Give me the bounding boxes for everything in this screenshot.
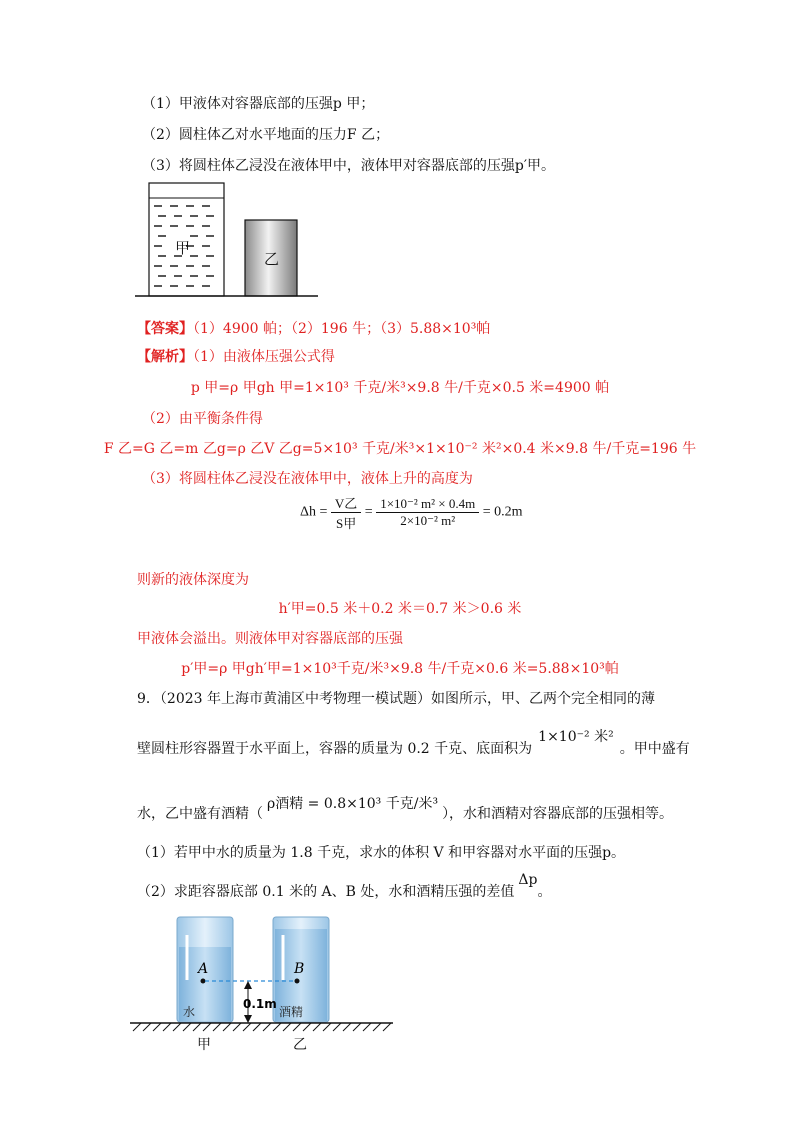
- q9-line-1: 9．（2023 年上海市黄浦区中考物理一模试题）如图所示，甲、乙两个完全相同的薄: [137, 691, 655, 707]
- equation-4: h′甲=0.5 米＋0.2 米＝0.7 米＞0.6 米: [278, 601, 522, 617]
- q9-part-2: [137, 872, 552, 901]
- point-b: [295, 979, 300, 984]
- label-yi-fig1: 乙: [264, 250, 280, 268]
- label-a: A: [198, 961, 209, 977]
- equation-3: Δh = $\frac{\text{V乙}}{\text{S甲}}$ = $\frac{\text{1×10⁻² m² × 0.4m}}{\text{2×10⁻² m²}}$ = 0.2m: [300, 493, 523, 532]
- question-part-2: （2）圆柱体乙对水平地面的压力F 乙；: [142, 127, 390, 143]
- answer-line: [137, 318, 490, 338]
- answer-text: （1）4900 帕；（2）196 牛；（3）5.88×10³帕: [193, 321, 491, 337]
- figure-two-containers: [125, 905, 400, 1055]
- q9-line-3: [137, 796, 674, 823]
- eq3-lhs: Δh =: [300, 504, 328, 520]
- answer-tag: 【答案】: [137, 321, 193, 337]
- analysis-step-4: 则新的液体深度为: [137, 572, 249, 588]
- analysis-step-1-text: （1）由液体压强公式得: [193, 349, 335, 365]
- q9-line-2: [137, 729, 690, 758]
- question-part-3: （3）将圆柱体乙浸没在液体甲中，液体甲对容器底部的压强p′甲。: [142, 158, 556, 174]
- eq3-frac2-den: 2×10⁻² m²: [400, 513, 456, 528]
- label-jia-fig2: 甲: [197, 1037, 211, 1053]
- label-height: 0.1m: [243, 997, 277, 1011]
- analysis-step-3: （3）将圆柱体乙浸没在液体甲中，液体上升的高度为: [142, 471, 473, 487]
- label-jia-fig1: 甲: [175, 239, 191, 257]
- figure-container-cylinder: [130, 178, 330, 303]
- q9-line-3-end: ），水和酒精对容器底部的压强相等。: [442, 806, 674, 822]
- analysis-tag: 【解析】: [137, 349, 193, 365]
- q9-part-1: （1）若甲中水的质量为 1.8 千克，求水的体积 V 和甲容器对水平面的压强p。: [137, 845, 626, 861]
- label-b: B: [294, 961, 305, 977]
- label-water: 水: [183, 1005, 196, 1019]
- q9-line-2-end: 。甲中盛有: [619, 741, 690, 757]
- equation-1: p 甲=ρ 甲gh 甲=1×10³ 千克/米³×9.8 牛/千克×0.5 米=4900 帕: [190, 380, 610, 396]
- eq3-frac1-num: V乙: [331, 493, 361, 513]
- q9-part-2-text: （2）求距容器底部 0.1 米的 A、B 处，水和酒精压强的差值: [137, 884, 515, 900]
- q9-line-3-text: 水，乙中盛有酒精（: [137, 806, 263, 822]
- eq3-fraction-1: [331, 493, 361, 532]
- analysis-step-2: （2）由平衡条件得: [142, 411, 263, 427]
- question-part-1: （1）甲液体对容器底部的压强p 甲；: [142, 96, 375, 112]
- equation-2: F 乙=G 乙=m 乙g=ρ 乙V 乙g=5×10³ 千克/米³×1×10⁻² 米²×0.4 米×9.8 牛/千克=196 牛: [103, 441, 697, 457]
- area-value: 1×10⁻² 米²: [538, 729, 614, 745]
- eq3-frac2-num: 1×10⁻² m² × 0.4m: [376, 496, 479, 513]
- analysis-step-5: 甲液体会溢出。则液体甲对容器底部的压强: [137, 631, 403, 647]
- q9-line-2-text: 壁圆柱形容器置于水平面上，容器的质量为 0.2 千克、底面积为: [137, 741, 533, 757]
- equation-5: p′甲=ρ 甲gh′甲=1×10³千克/米³×9.8 牛/千克×0.6 米=5.88×10³帕: [181, 661, 619, 677]
- eq3-frac1-den: S甲: [335, 516, 357, 531]
- q9-part-2-end: 。: [537, 884, 552, 900]
- label-alcohol: 酒精: [279, 1005, 304, 1019]
- delta-p: Δp: [518, 872, 538, 888]
- analysis-step-1: [137, 346, 335, 366]
- label-yi-fig2: 乙: [293, 1037, 307, 1053]
- point-a: [201, 979, 206, 984]
- eq3-rhs: = 0.2m: [482, 504, 523, 520]
- rho-alcohol: ρ酒精 = 0.8×10³ 千克/米³: [267, 796, 439, 812]
- eq3-fraction-2: [376, 496, 479, 529]
